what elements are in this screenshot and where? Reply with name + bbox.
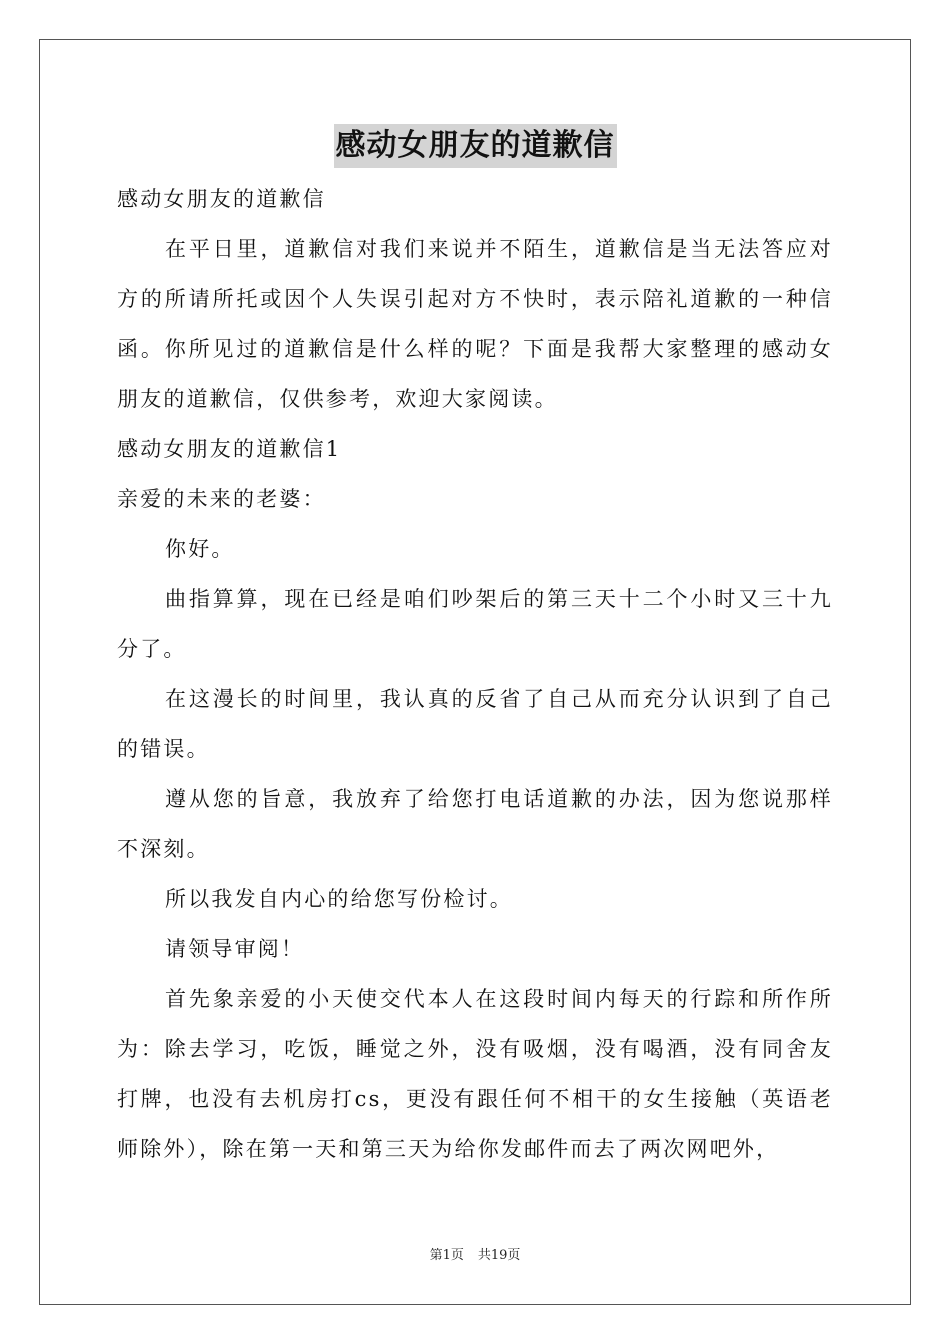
paragraph-body: 所以我发自内心的给您写份检讨。 bbox=[165, 887, 513, 911]
paragraph-body: 遵从您的旨意，我放弃了给您打电话道歉的办法，因为您说那样不深刻。 bbox=[117, 787, 833, 861]
paragraph-body: 在这漫长的时间里，我认真的反省了自己从而充分认识到了自己的错误。 bbox=[117, 687, 833, 761]
paragraph-body: 请领导审阅！ bbox=[165, 937, 305, 961]
page-footer bbox=[0, 1246, 950, 1266]
paragraph-body: 曲指算算，现在已经是咱们吵架后的第三天十二个小时又三十九分了。 bbox=[117, 587, 833, 661]
paragraph-salutation: 亲爱的未来的老婆： bbox=[117, 487, 326, 511]
page-total: 共19页 bbox=[477, 1248, 521, 1263]
paragraph-subtitle: 感动女朋友的道歉信 bbox=[117, 187, 326, 211]
document-title: 感动女朋友的道歉信 bbox=[334, 124, 617, 168]
document-body bbox=[117, 174, 833, 1174]
title-container bbox=[0, 124, 950, 168]
paragraph-greeting: 你好。 bbox=[165, 537, 235, 561]
paragraph-section-heading: 感动女朋友的道歉信1 bbox=[117, 437, 342, 461]
paragraph-body: 首先象亲爱的小天使交代本人在这段时间内每天的行踪和所作所为：除去学习，吃饭，睡觉之外，没有吸烟，没有喝酒，没有同舍友打牌，也没有去机房打cs，更没有跟任何不相干的女生接触（英语老师除外），除在第一天和第三天为给你发邮件而去了两次网吧外， bbox=[117, 987, 833, 1161]
paragraph-intro: 在平日里，道歉信对我们来说并不陌生，道歉信是当无法答应对方的所请所托或因个人失误引起对方不快时，表示陪礼道歉的一种信函。你所见过的道歉信是什么样的呢？下面是我帮大家整理的感动女朋友的道歉信，仅供参考，欢迎大家阅读。 bbox=[117, 237, 833, 411]
page-number: 第1页 bbox=[429, 1248, 464, 1263]
